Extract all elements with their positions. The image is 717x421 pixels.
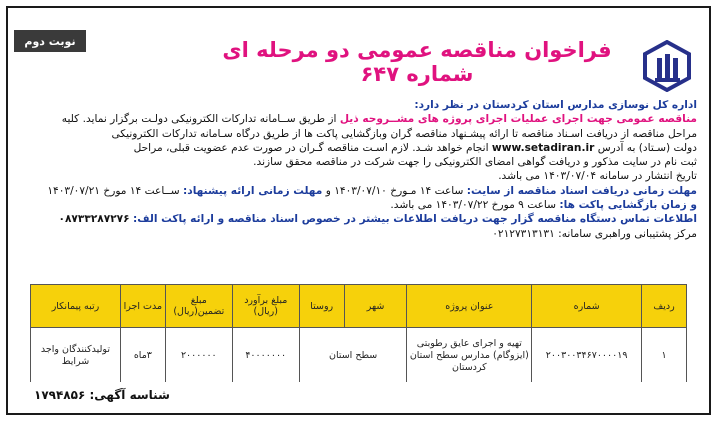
ad-id: شناسه آگهی: ۱۷۹۴۸۵۶ [34, 388, 170, 402]
header-project-title: عنوان پروژه [407, 285, 532, 328]
support-line: مرکز پشتیبانی وراهبری سامانه: ۰۲۱۲۷۳۱۳۱۳۱ [492, 227, 697, 240]
bid-deadline-label: مهلت زمانی ارائه پیشنهاد: [183, 184, 323, 197]
body-line-2 [17, 112, 697, 126]
publish-date: تاریخ انتشار در سامانه ۱۴۰۳/۰۷/۰۴ می باشد. [498, 170, 697, 183]
body-line-4-b: انجام خواهد شـد. لازم اسـت مناقصه گـران در صورت عدم عضویت قبلی، مراحل [133, 141, 489, 154]
header-duration: مدت اجرا [120, 285, 165, 328]
header-number: شماره [532, 285, 642, 328]
doc-deadline-value: ساعت ۱۴ مـورخ ۱۴۰۳/۰۷/۱۰ و [325, 184, 464, 197]
body-line-4-a: دولت (سـتاد) به آدرس [597, 141, 697, 154]
second-round-badge: نوبت دوم [14, 30, 86, 52]
body-line-4 [17, 141, 697, 155]
opening-label: و زمان بازگشایی پاکت ها: [559, 199, 697, 212]
body-line-5: ثبت نام در سایت مذکور و دریافت گواهی امضای الکترونیکی را جهت شرکت در مناقصه محقق سازند. [253, 156, 697, 169]
header-contractor-grade: رتبه پیمانکار [31, 285, 121, 328]
cell-project-title: تهیه و اجرای عایق رطوبتی (ایزوگام) مدارس سطح استان کردستان [407, 328, 532, 385]
tender-subject: مناقصه عمومی جهت اجرای عملیات اجرای پروژه های مشــروحه ذیل [339, 113, 697, 126]
header-city: شهر [344, 285, 407, 328]
table-row [31, 328, 687, 385]
setad-url-link[interactable]: www.setadiran.ir [491, 141, 595, 154]
header-village: روستا [299, 285, 344, 328]
cell-estimate: ۴۰۰۰۰۰۰۰ [232, 328, 299, 385]
cell-duration: ۳ماه [120, 328, 165, 385]
opening-line [17, 198, 697, 212]
table-header-row [31, 285, 687, 328]
cell-number: ۲۰۰۳۰۰۳۴۶۷۰۰۰۰۱۹ [532, 328, 642, 385]
contact-line [17, 212, 697, 226]
cell-guarantee: ۲۰۰۰۰۰۰ [165, 328, 232, 385]
deadline-line [17, 184, 697, 198]
cell-city: سطح استان [299, 328, 407, 385]
body-line-2-rest: از طریق ســامانه تدارکات الکترونیکی دولـت برگزار نماید. کلیه [61, 113, 337, 126]
projects-table [30, 284, 687, 385]
announcement-title: فراخوان مناقصه عمومی دو مرحله ای شماره ۶۴۷ [222, 38, 612, 86]
body-line-1: اداره کل نوسازی مدارس استان کردستان در نظر دارد: [414, 99, 697, 111]
header-estimate: مبلغ برآورد (ریال) [232, 285, 299, 328]
cell-row-number: ۱ [642, 328, 687, 385]
opening-value: ساعت ۹ مورخ ۱۴۰۳/۰۷/۲۲ می باشد. [390, 199, 557, 212]
ministry-emblem-icon [641, 40, 693, 92]
body-line-3: مراحل مناقصه از دریافت اسـناد مناقصه تا ارائه پیشـنهاد مناقصه گران وبازگشایی پاکت ها از طریق درگاه سـامانه تدارکات الکترونیکی [111, 127, 697, 140]
cell-contractor-grade: تولیدکنندگان واجد شرایط [31, 328, 121, 385]
header-guarantee: مبلغ تضمین(ریال) [165, 285, 232, 328]
contact-phone: ۰۸۷۳۳۲۸۷۲۷۶ [58, 213, 130, 226]
bid-deadline-value: ســاعت ۱۴ مورخ ۱۴۰۳/۰۷/۲۱ [47, 184, 180, 197]
header-row-number: ردیف [642, 285, 687, 328]
footer [26, 382, 691, 408]
announcement-body [17, 98, 697, 241]
contact-label: اطلاعات تماس دستگاه مناقصه گزار جهت دریافت اطلاعات بیشتر در خصوص اسناد مناقصه و ارائه پاکت الف: [133, 213, 697, 226]
doc-deadline-label: مهلت زمانی دریافت اسناد مناقصه از سایت: [466, 184, 697, 197]
